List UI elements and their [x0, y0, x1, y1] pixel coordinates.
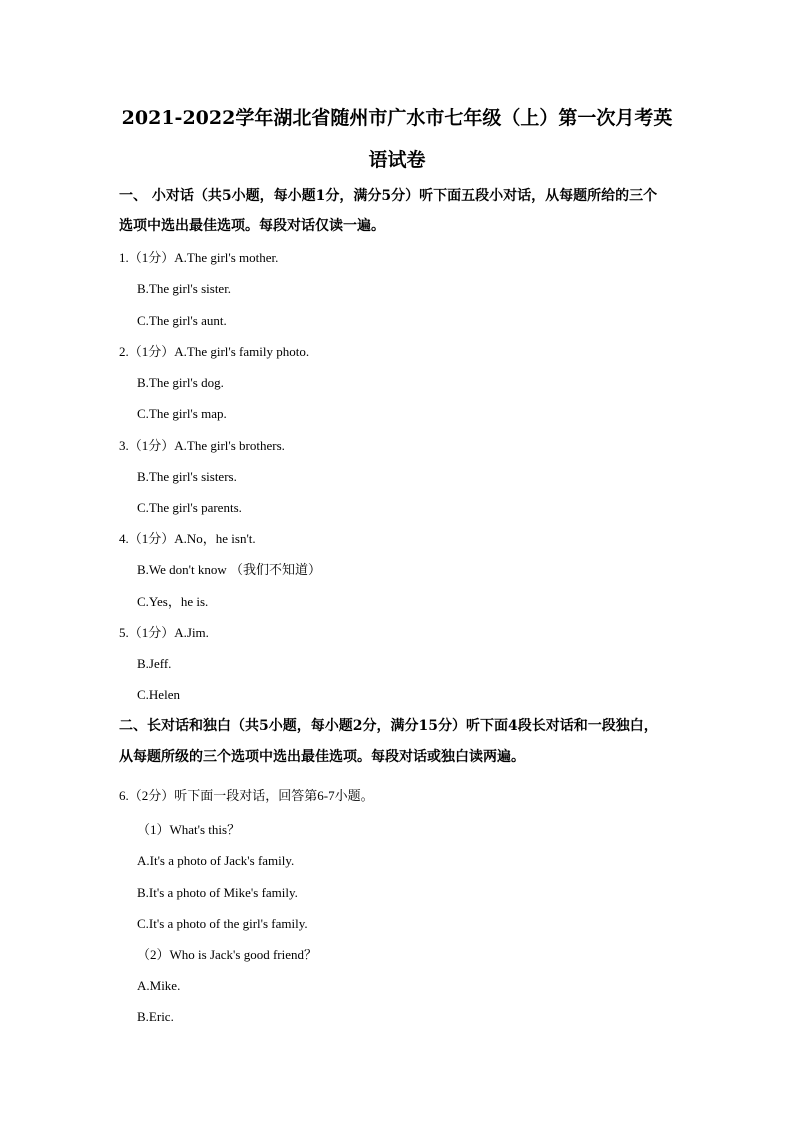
- question-3-option-c: C.The girl's parents.: [137, 500, 242, 515]
- question-5-option-c: C.Helen: [137, 687, 180, 702]
- section2-heading-line2: 从每题所级的三个选项中选出最佳选项。每段对话或独白读两遍。: [119, 749, 525, 765]
- document-title-line2: 语试卷: [368, 149, 426, 171]
- question-3-stem: 3.（1分）A.The girl's brothers.: [119, 438, 285, 453]
- question-1-option-b: B.The girl's sister.: [137, 281, 232, 296]
- question-6-stem: 6.（2分）听下面一段对话，回答第6-7小题。: [119, 788, 374, 803]
- question-1-stem: 1.（1分）A.The girl's mother.: [119, 250, 279, 265]
- question-2-option-b: B.The girl's dog.: [137, 375, 224, 390]
- question-6-sub2-option-b: B.Eric.: [137, 1009, 174, 1024]
- question-6-sub1-option-b: B.It's a photo of Mike's family.: [137, 885, 298, 900]
- question-5-option-b: B.Jeff.: [137, 656, 172, 671]
- question-2-stem: 2.（1分）A.The girl's family photo.: [119, 344, 310, 359]
- question-2-option-c: C.The girl's map.: [137, 406, 227, 421]
- question-5-stem: 5.（1分）A.Jim.: [119, 625, 209, 640]
- question-6-sub2-option-a: A.Mike.: [137, 978, 181, 993]
- question-3-option-b: B.The girl's sisters.: [137, 469, 237, 484]
- document-title-line1: 2021-2022学年湖北省随州市广水市七年级（上）第一次月考英: [121, 107, 673, 129]
- question-6-sub1-prompt: （1）What's this？: [137, 822, 241, 837]
- question-1-option-c: C.The girl's aunt.: [137, 313, 227, 328]
- question-6-sub2-prompt: （2）Who is Jack's good friend？: [137, 947, 317, 962]
- question-4-stem: 4.（1分）A.No，he isn't.: [119, 531, 256, 546]
- question-6-sub1-option-c: C.It's a photo of the girl's family.: [137, 916, 308, 931]
- question-4-option-c: C.Yes，he is.: [137, 594, 209, 609]
- section1-heading-line2: 选项中选出最佳选项。每段对话仅读一遍。: [119, 218, 385, 234]
- section2-heading-line1: 二、长对话和独白（共5小题，每小题2分，满分15分）听下面4段长对话和一段独白，: [119, 718, 658, 734]
- section1-heading-line1: 一、 小对话（共5小题，每小题1分，满分5分）听下面五段小对话，从每题所给的三个: [119, 188, 658, 204]
- question-6-sub1-option-a: A.It's a photo of Jack's family.: [137, 853, 295, 868]
- question-4-option-b: B.We don't know （我们不知道）: [137, 562, 322, 577]
